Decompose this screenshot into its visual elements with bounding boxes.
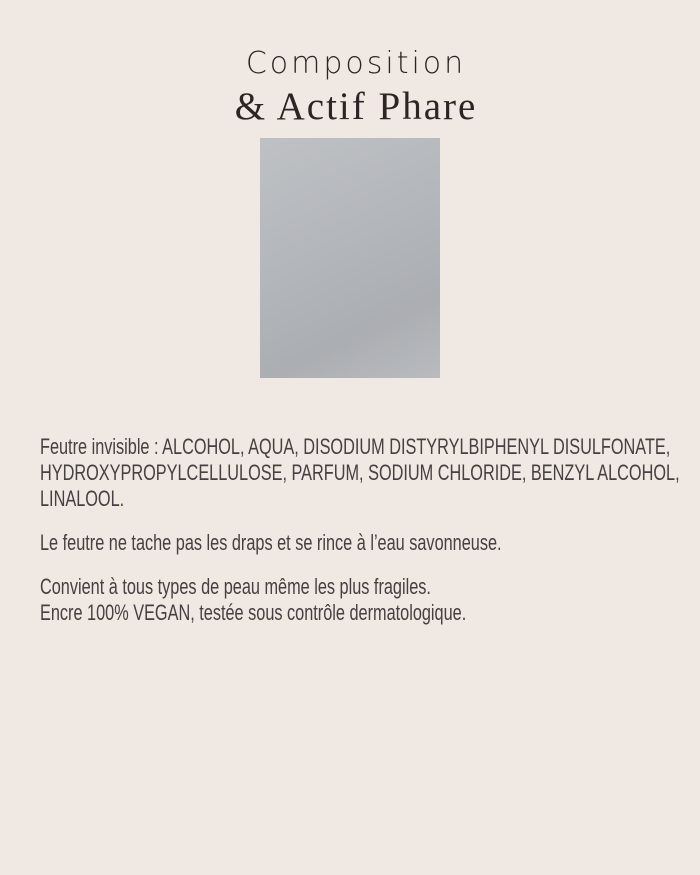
care-line: Le feutre ne tache pas les draps et se rince à l’eau savonneuse. bbox=[40, 530, 502, 555]
page-subtitle: & Actif Phare bbox=[234, 85, 478, 128]
ingredients-line: LINALOOL. bbox=[40, 486, 125, 511]
page-title: Composition bbox=[245, 46, 467, 81]
product-photo bbox=[260, 138, 440, 378]
description-section bbox=[40, 434, 700, 644]
paragraph-ingredients bbox=[40, 434, 700, 512]
skin-line: Convient à tous types de peau même les plus fragiles. bbox=[40, 574, 431, 599]
paragraph-care bbox=[40, 530, 700, 556]
ingredients-line: Feutre invisible : ALCOHOL, AQUA, DISODIUM DISTYRYLBIPHENYL DISULFONATE, bbox=[40, 434, 671, 459]
ingredients-line: HYDROXYPROPYLCELLULOSE, PARFUM, SODIUM CHLORIDE, BENZYL ALCOHOL, bbox=[40, 460, 680, 485]
paragraph-skin bbox=[40, 574, 700, 626]
vegan-line: Encre 100% VEGAN, testée sous contrôle dermatologique. bbox=[40, 600, 467, 625]
